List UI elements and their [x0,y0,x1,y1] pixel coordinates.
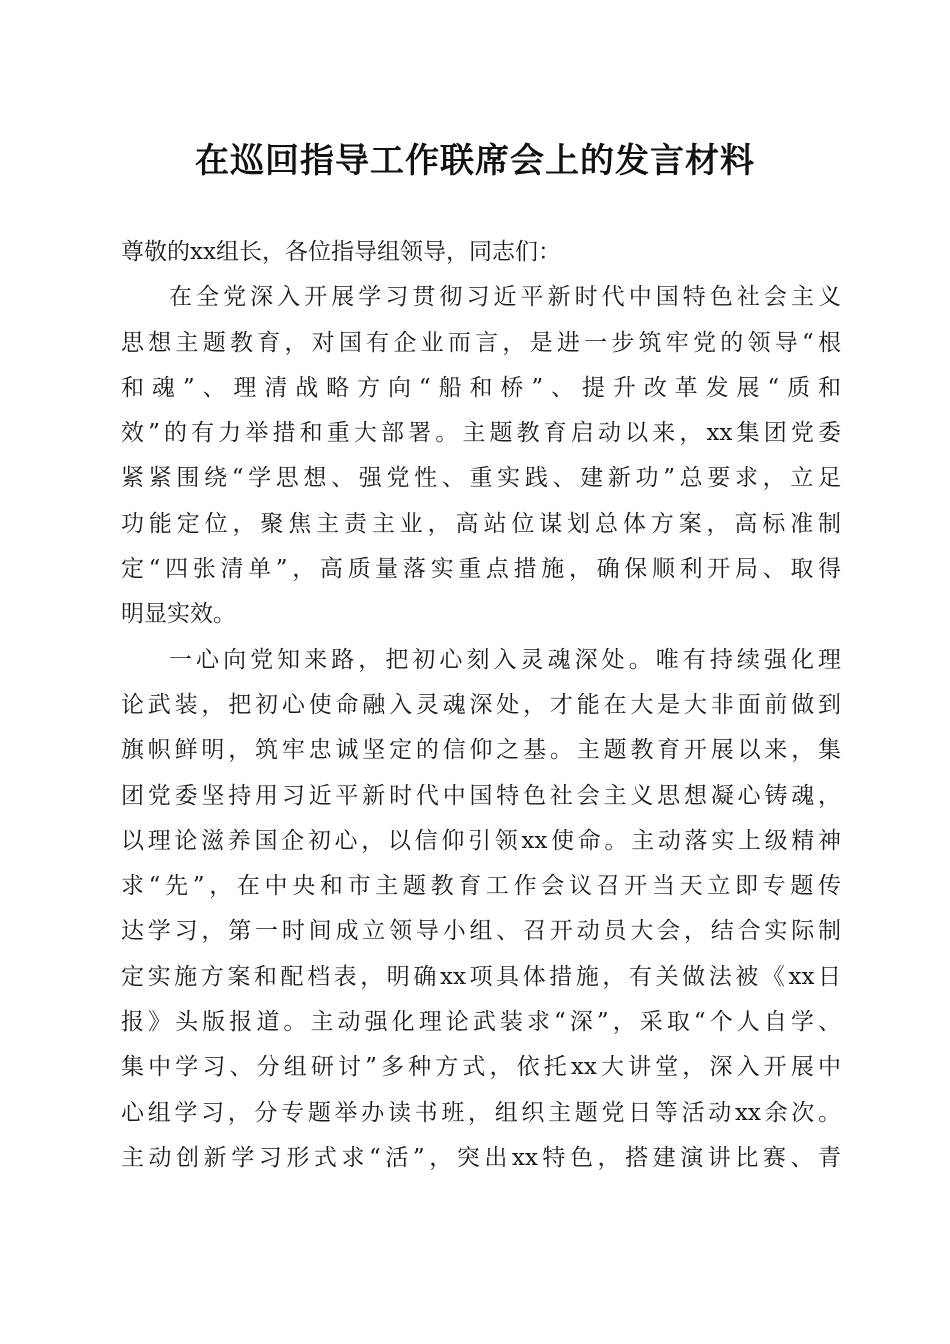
document-title: 在巡回指导工作联席会上的发言材料 [195,141,755,181]
text-line: 尊敬的xx组长，各位指导组领导，同志们： [121,239,561,265]
text-line: 效”的有力举措和重大部署。主题教育启动以来，xx集团党委 [121,420,841,447]
document-body [121,230,841,1181]
text-line: 思想主题教育，对国有企业而言，是进一步筑牢党的领导“根 [121,329,841,356]
text-line: 主动创新学习形式求“活”，突出xx特色，搭建演讲比赛、青 [121,1144,841,1171]
text-line: 紧紧围绕“学思想、强党性、重实践、建新功”总要求，立足 [121,465,841,492]
text-line: 和魂”、理清战略方向“船和桥”、提升改革发展“质和 [121,374,841,401]
text-line: 明显实效。 [121,601,236,628]
text-line: 一心向党知来路，把初心刻入灵魂深处。唯有持续强化理 [169,646,841,673]
text-line: 功能定位，聚焦主责主业，高站位谋划总体方案，高标准制 [121,510,841,537]
text-line: 以理论滋养国企初心，以信仰引领xx使命。主动落实上级精神 [121,827,841,854]
text-line: 报》头版报道。主动强化理论武装求“深”，采取“个人自学、 [121,1009,841,1036]
text-line: 团党委坚持用习近平新时代中国特色社会主义思想凝心铸魂， [121,782,841,809]
text-line: 集中学习、分组研讨”多种方式，依托xx大讲堂，深入开展中 [121,1054,841,1081]
text-line: 达学习，第一时间成立领导小组、召开动员大会，结合实际制 [121,918,841,945]
text-line: 旗帜鲜明，筑牢忠诚坚定的信仰之基。主题教育开展以来，集 [121,737,841,764]
text-line: 求“先”，在中央和市主题教育工作会议召开当天立即专题传 [121,873,841,900]
text-line: 心组学习，分专题举办读书班，组织主题党日等活动xx余次。 [121,1099,841,1126]
text-line: 定“四张清单”，高质量落实重点措施，确保顺利开局、取得 [121,556,841,583]
text-line: 定实施方案和配档表，明确xx项具体措施，有关做法被《xx日 [121,963,841,990]
text-line: 论武装，把初心使命融入灵魂深处，才能在大是大非面前做到 [121,691,841,718]
text-line: 在全党深入开展学习贯彻习近平新时代中国特色社会主义 [169,284,841,311]
